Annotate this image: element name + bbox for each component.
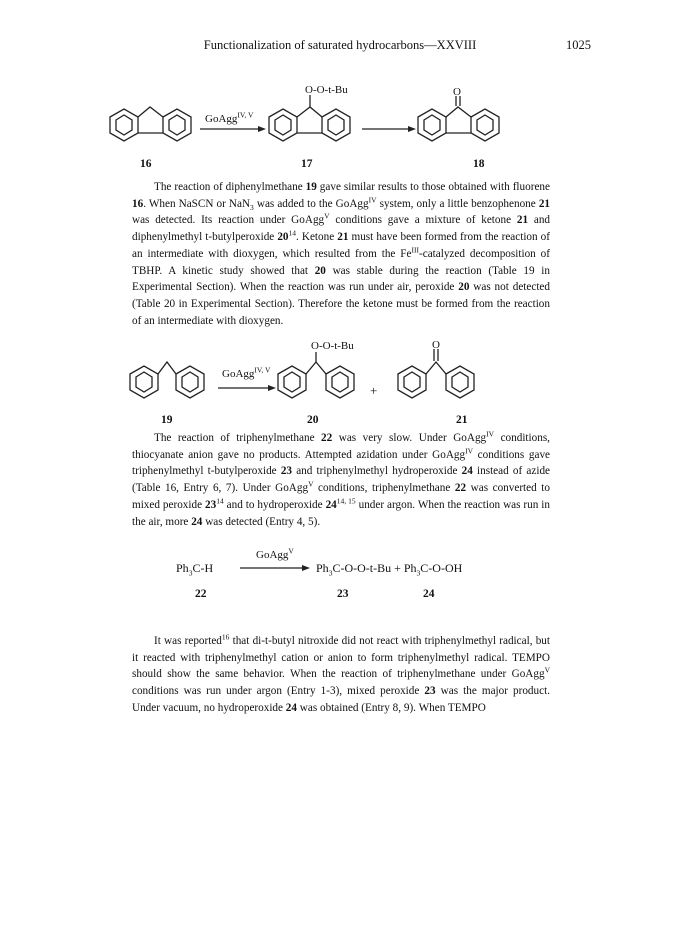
fluorenone-structure-18 [418,96,499,141]
scheme1-carbonyl-oxygen: O [453,86,461,98]
compound-label-18: 18 [473,158,485,170]
equation-products: $Ph_3C-O-O-t-Bu + Ph_3C-O-OH$ [316,561,463,578]
equation-reagent: GoAgg$^V$ [256,546,294,561]
compound-label-21: 21 [456,414,468,426]
fluorenyl-peroxide-structure-17 [269,95,350,141]
compound-label-17: 17 [301,158,313,170]
compound-label-23: 23 [337,588,349,600]
compound-label-19: 19 [161,414,173,426]
compound-label-16: 16 [140,158,152,170]
scheme1-reagent: GoAgg$^{IV, V}$ [205,110,254,125]
benzophenone-structure-21 [398,349,474,398]
paragraph-diphenylmethane: The reaction of diphenylmethane 19 gave similar results to those obtained with fluorene 16. When NaSCN or NaN$_3$ was added to the GoAgg$^{IV}$ system, only a little benzophenone 21 was detected. Its reaction under GoAgg$^V$ conditions gave a mixture of ketone 21 and diphenylmethyl t-butylperoxide $20^{14}$. Ketone 21 must have been formed from the reaction of an intermediate with dioxygen, which resulted from the $Fe^{III}$-catalyzed decomposition of TBHP. A kinetic study showed that 20 was stable during the reaction (Table 19 in Experimental Section). When the reaction was run under air, peroxide 20 was not detected (Table 20 in Experimental Section). Therefore the ketone must be formed from the reaction of an intermediate with dioxygen. [132,181,551,327]
scheme2-reagent: GoAgg$^{IV, V}$ [222,365,271,380]
scheme2-carbonyl-oxygen: O [432,339,440,351]
compound-label-22: 22 [195,588,207,600]
paragraph-tempo: It was reported$^{16}$ that di-t-butyl nitroxide did not react with triphenylmethyl radical, but it reacted with triphenylmethyl cation or anion to form triphenylmethyl radical. TEMPO should show the same behavior. When the reaction of triphenylmethane under GoAgg$^V$ conditions was run under argon (Entry 1-3), mixed peroxide 23 was the major product. Under vacuum, no hydroperoxide 24 was obtained (Entry 8, 9). When TEMPO [132,632,550,714]
compound-label-24: 24 [423,588,435,600]
fluorene-structure-16 [110,107,191,141]
scheme2-peroxide-substituent: O-O-t-Bu [311,340,354,352]
equation-reactant: $Ph_3C-H$ [176,561,214,578]
paragraph-triphenylmethane: The reaction of triphenylmethane 22 was very slow. Under GoAgg$^{IV}$ conditions, thiocyanate anion gave no products. Attempted azidation under GoAgg$^{IV}$ conditions gave triphenylmethyl t-butylperoxide 23 and triphenylmethyl hydroperoxide 24 instead of azide (Table 16, Entry 6, 7). Under GoAgg$^V$ conditions, triphenylmethane 22 was converted to mixed peroxide $23^{14}$ and to hydroperoxide 24$^{14, 15}$ under argon. When the reaction was run in the air, more 24 was detected (Entry 4, 5). [132,429,551,528]
page-number: 1025 [566,38,591,52]
diphenylmethyl-peroxide-structure-20 [278,352,354,398]
scheme1-peroxide-substituent: O-O-t-Bu [305,84,348,96]
scheme2-plus: + [370,383,378,398]
compound-label-20: 20 [307,414,319,426]
diphenylmethane-structure-19 [130,362,204,398]
running-header: Functionalization of saturated hydrocarbons—XXVIII [203,38,477,52]
